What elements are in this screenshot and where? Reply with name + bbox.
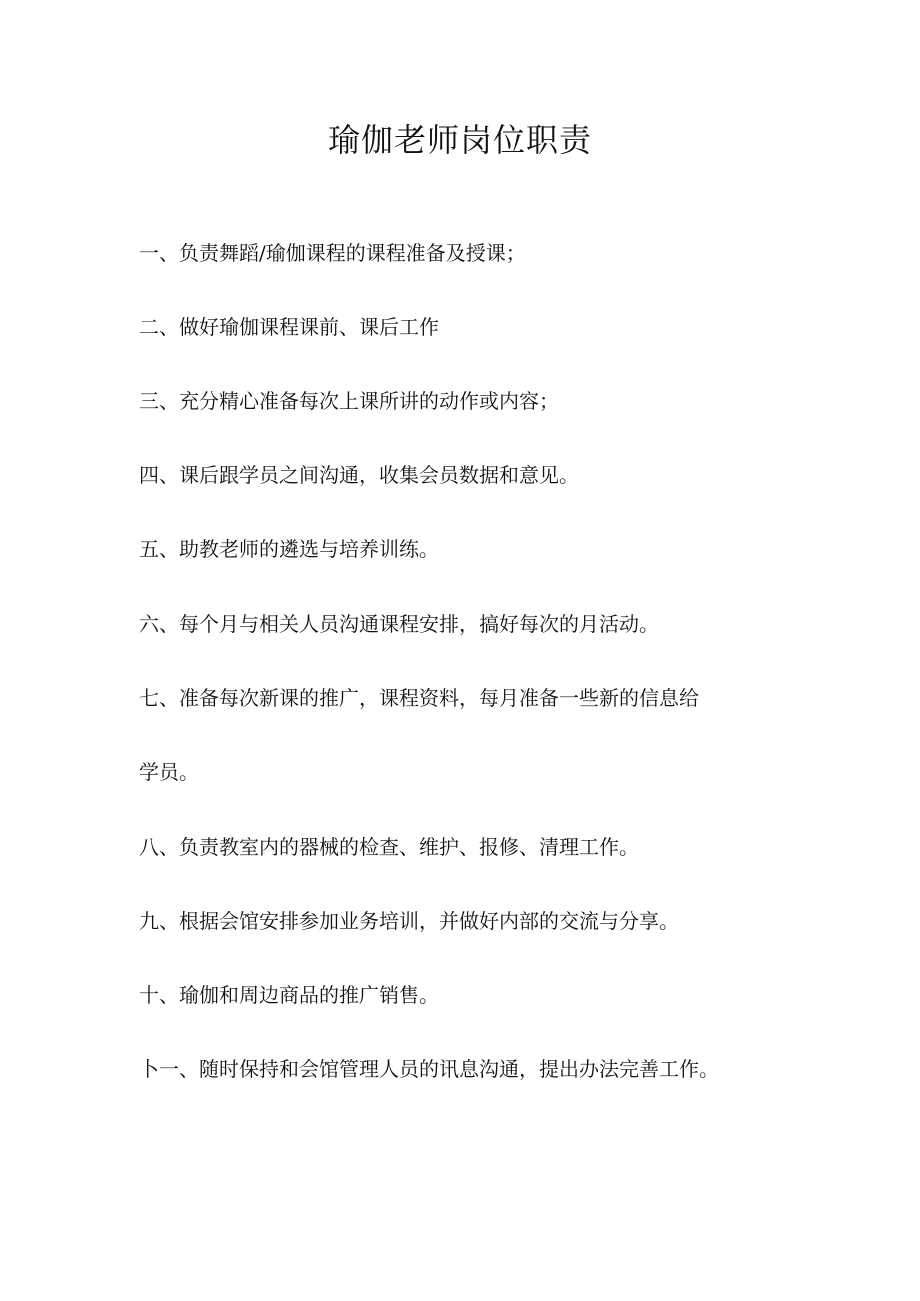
duty-item-11: 卜一、随时保持和会馆管理人员的讯息沟通，提出办法完善工作。 [139,1057,719,1081]
duty-item-5: 五、助教老师的遴选与培养训练。 [139,537,439,561]
duty-item-10: 十、瑜伽和周边商品的推广销售。 [139,983,439,1007]
duty-item-9: 九、根据会馆安排参加业务培训，并做好内部的交流与分享。 [139,909,679,933]
duty-item-7-continuation: 学员。 [139,760,199,784]
duty-item-1: 一、负责舞蹈/瑜伽课程的课程准备及授课； [139,241,526,265]
duty-item-2: 二、做好瑜伽课程课前、课后工作 [139,315,439,339]
duty-item-6: 六、每个月与相关人员沟通课程安排，搞好每次的月活动。 [139,612,659,636]
document-title: 瑜伽老师岗位职责 [327,121,592,159]
duty-item-8: 八、负责教室内的器械的检查、维护、报修、清理工作。 [139,835,639,859]
duty-item-7: 七、准备每次新课的推广，课程资料，每月准备一些新的信息给 [139,686,699,710]
duty-item-3: 三、充分精心准备每次上课所讲的动作或内容； [139,389,559,413]
duty-item-4: 四、课后跟学员之间沟通，收集会员数据和意见。 [139,463,579,487]
